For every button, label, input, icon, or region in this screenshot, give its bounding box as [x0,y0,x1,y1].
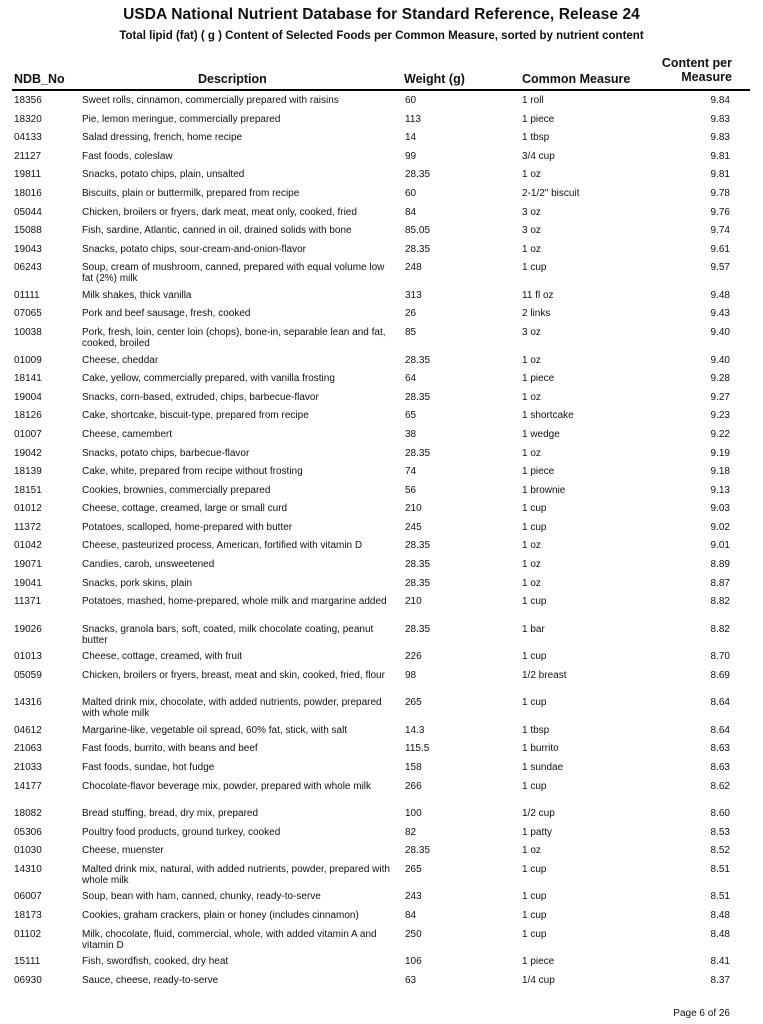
cell-ndb: 18126 [14,410,42,422]
cell-description: Potatoes, scalloped, home-prepared with butter [82,521,293,533]
cell-ndb: 01007 [14,428,42,440]
table-row [0,129,763,148]
cell-weight: 63 [405,974,417,986]
cell-measure: 1 cup [522,521,547,533]
cell-description: Salad dressing, french, home recipe [82,132,243,144]
cell-ndb: 21063 [14,743,42,755]
cell-weight: 210 [405,596,422,608]
cell-weight: 99 [405,150,417,162]
cell-content: 8.89 [710,559,730,571]
table-row [0,824,763,843]
cell-description: Cake, white, prepared from recipe without frosting [82,466,303,478]
cell-ndb: 04133 [14,132,42,144]
table-row [0,722,763,741]
cell-measure: 1/4 cup [522,974,555,986]
cell-description: Chocolate-flavor beverage mix, powder, prepared with whole milk [82,780,372,792]
table-row [0,166,763,185]
cell-description: Cake, shortcake, biscuit-type, prepared from recipe [82,410,309,422]
cell-measure: 1 cup [522,596,547,608]
cell-weight: 266 [405,780,422,792]
cell-measure: 1/2 cup [522,808,555,820]
table-row [0,519,763,538]
cell-description: Cookies, graham crackers, plain or honey (includes cinnamon) [82,910,359,921]
cell-content: 8.87 [710,577,730,589]
cell-description: Margarine-like, vegetable oil spread, 60% fat, stick, with salt [82,724,348,736]
cell-description: Potatoes, mashed, home-prepared, whole milk and margarine added [82,596,387,608]
cell-measure: 1 oz [522,540,541,552]
cell-ndb: 10038 [14,327,42,339]
cell-ndb: 07065 [14,308,42,320]
cell-measure: 3 oz [522,327,541,339]
cell-weight: 28.35 [405,540,431,552]
page-subtitle: Total lipid (fat) ( g ) Content of Selected Foods per Common Measure, sorted by nutrient content [119,30,644,42]
cell-measure: 1/2 breast [522,669,567,681]
cell-ndb: 05044 [14,206,42,218]
cell-content: 8.82 [710,596,730,608]
cell-weight: 28.35 [405,845,431,857]
nutrient-table [0,92,763,990]
table-row [0,92,763,111]
cell-weight: 38 [405,428,417,440]
cell-weight: 14 [405,132,417,144]
cell-description: Snacks, granola bars, soft, coated, milk chocolate coating, peanut butter [82,623,374,646]
cell-weight: 28.35 [405,354,431,366]
page-number: Page 6 of 26 [673,1008,730,1019]
cell-content: 8.60 [710,808,730,820]
cell-weight: 85.05 [405,225,431,237]
cell-ndb: 11372 [14,521,42,533]
cell-description: Malted drink mix, natural, with added nutrients, powder, prepared with whole milk [82,863,390,886]
cell-weight: 248 [405,262,422,274]
table-row [0,759,763,778]
cell-weight: 65 [405,410,417,422]
cell-measure: 1 cup [522,262,547,274]
cell-weight: 28.35 [405,559,431,571]
cell-weight: 98 [405,669,417,681]
table-row [0,148,763,167]
column-header-description: Description [198,72,267,86]
cell-content: 9.48 [710,289,730,301]
cell-measure: 1 oz [522,243,541,255]
cell-weight: 60 [405,95,417,106]
cell-weight: 84 [405,206,417,218]
cell-measure: 1 sundae [522,762,564,774]
cell-measure: 1 wedge [522,428,560,440]
table-row [0,500,763,519]
table-row [0,694,763,722]
table-row [0,185,763,204]
cell-weight: 28.35 [405,577,431,589]
cell-weight: 28.35 [405,447,431,459]
cell-ndb: 05059 [14,669,42,681]
column-header-content-line1: Content per [661,56,732,70]
cell-description: Fish, swordfish, cooked, dry heat [82,956,229,968]
cell-description: Milk, chocolate, fluid, commercial, whole, with added vitamin A and vitamin D [82,928,377,951]
table-row [0,667,763,695]
cell-content: 9.43 [710,308,730,320]
cell-content: 9.02 [710,521,730,533]
page-title: USDA National Nutrient Database for Standard Reference, Release 24 [123,6,640,23]
column-header-ndb: NDB_No [14,72,65,86]
cell-measure: 2 links [522,308,551,320]
table-row [0,407,763,426]
cell-content: 9.23 [710,410,730,422]
cell-measure: 1 tbsp [522,132,550,144]
cell-weight: 265 [405,697,422,709]
cell-measure: 1 roll [522,95,544,106]
cell-weight: 60 [405,187,417,199]
cell-ndb: 01042 [14,540,42,552]
cell-ndb: 18141 [14,373,42,385]
cell-content: 9.81 [710,150,730,162]
column-header-content [636,56,732,84]
cell-weight: 226 [405,651,422,663]
cell-description: Snacks, potato chips, barbecue-flavor [82,447,250,459]
cell-content: 9.61 [710,243,730,255]
cell-ndb: 04612 [14,724,42,736]
cell-ndb: 18173 [14,910,42,921]
cell-content: 8.51 [710,863,730,875]
table-row [0,861,763,889]
cell-ndb: 19041 [14,577,42,589]
cell-ndb: 19071 [14,559,42,571]
cell-content: 9.83 [710,113,730,125]
cell-ndb: 21033 [14,762,42,774]
cell-description: Sweet rolls, cinnamon, commercially prepared with raisins [82,95,339,106]
table-row [0,778,763,806]
cell-weight: 14.3 [405,724,425,736]
cell-content: 8.51 [710,891,730,903]
cell-ndb: 06007 [14,891,42,903]
cell-description: Cheese, cheddar [82,354,159,366]
table-row [0,482,763,501]
cell-content: 8.64 [710,697,730,709]
cell-measure: 1 brownie [522,484,566,496]
cell-description: Bread stuffing, bread, dry mix, prepared [82,808,259,820]
cell-measure: 1 oz [522,577,541,589]
table-row [0,972,763,991]
cell-ndb: 01102 [14,928,42,940]
column-header-weight: Weight (g) [404,72,465,86]
cell-description: Soup, bean with ham, canned, chunky, ready-to-serve [82,891,321,903]
cell-ndb: 06930 [14,974,42,986]
cell-ndb: 18151 [14,484,42,496]
cell-measure: 1 bar [522,623,545,635]
cell-content: 9.22 [710,428,730,440]
cell-content: 8.82 [710,623,730,635]
cell-description: Cheese, cottage, creamed, with fruit [82,651,243,663]
cell-description: Fast foods, sundae, hot fudge [82,762,215,774]
cell-weight: 28.35 [405,623,431,635]
cell-description: Cheese, cottage, creamed, large or small curd [82,503,288,515]
cell-ndb: 01012 [14,503,42,515]
cell-measure: 1 cup [522,697,547,709]
header-rule [12,89,750,91]
cell-content: 8.48 [710,910,730,921]
cell-description: Cheese, camembert [82,428,173,440]
cell-measure: 1 shortcake [522,410,574,422]
cell-weight: 26 [405,308,417,320]
cell-ndb: 18016 [14,187,42,199]
cell-weight: 28.35 [405,169,431,181]
table-row [0,204,763,223]
cell-weight: 243 [405,891,422,903]
cell-ndb: 15088 [14,225,42,237]
cell-ndb: 05306 [14,826,42,838]
cell-description: Fish, sardine, Atlantic, canned in oil, drained solids with bone [82,225,352,237]
cell-ndb: 19026 [14,623,42,635]
cell-weight: 56 [405,484,417,496]
cell-description: Fast foods, coleslaw [82,150,173,162]
cell-measure: 1 piece [522,373,555,385]
cell-content: 9.03 [710,503,730,515]
cell-content: 9.28 [710,373,730,385]
table-row [0,463,763,482]
cell-content: 9.18 [710,466,730,478]
cell-weight: 250 [405,928,422,940]
cell-content: 9.74 [710,225,730,237]
cell-weight: 82 [405,826,417,838]
cell-content: 8.52 [710,845,730,857]
table-row [0,953,763,972]
cell-content: 9.19 [710,447,730,459]
cell-weight: 28.35 [405,243,431,255]
table-row [0,621,763,649]
cell-ndb: 19811 [14,169,42,181]
cell-description: Fast foods, burrito, with beans and beef [82,743,258,755]
table-row [0,241,763,260]
cell-weight: 106 [405,956,422,968]
cell-ndb: 01013 [14,651,42,663]
cell-weight: 265 [405,863,422,875]
cell-measure: 1 piece [522,113,555,125]
cell-measure: 3/4 cup [522,150,555,162]
cell-content: 8.37 [710,974,730,986]
cell-measure: 1 tbsp [522,724,550,736]
cell-description: Pie, lemon meringue, commercially prepared [82,113,281,125]
cell-measure: 3 oz [522,206,541,218]
cell-content: 8.64 [710,724,730,736]
cell-content: 8.63 [710,762,730,774]
cell-description: Poultry food products, ground turkey, cooked [82,826,281,838]
cell-measure: 1 burrito [522,743,559,755]
cell-description: Pork, fresh, loin, center loin (chops), bone-in, separable lean and fat, cooked, broiled [82,327,386,350]
cell-content: 9.01 [710,540,730,552]
table-row [0,842,763,861]
cell-ndb: 19004 [14,391,42,403]
cell-content: 9.83 [710,132,730,144]
cell-measure: 1 oz [522,354,541,366]
cell-measure: 1 cup [522,910,547,921]
column-header-measure: Common Measure [522,72,631,86]
cell-content: 8.63 [710,743,730,755]
cell-description: Snacks, pork skins, plain [82,577,193,589]
cell-measure: 1 oz [522,447,541,459]
cell-description: Pork and beef sausage, fresh, cooked [82,308,251,320]
table-row [0,111,763,130]
cell-description: Cake, yellow, commercially prepared, with vanilla frosting [82,373,335,385]
cell-description: Milk shakes, thick vanilla [82,289,192,301]
table-row [0,537,763,556]
cell-ndb: 14310 [14,863,42,875]
table-row [0,888,763,907]
cell-weight: 64 [405,373,417,385]
cell-measure: 1 oz [522,845,541,857]
cell-content: 8.41 [710,956,730,968]
cell-content: 8.53 [710,826,730,838]
cell-weight: 245 [405,521,422,533]
cell-measure: 11 fl oz [522,289,554,301]
cell-measure: 1 cup [522,891,547,903]
cell-measure: 1 cup [522,503,547,515]
cell-ndb: 06243 [14,262,42,274]
cell-content: 9.13 [710,484,730,496]
cell-content: 9.76 [710,206,730,218]
table-row [0,556,763,575]
cell-measure: 1 patty [522,826,553,838]
table-row [0,907,763,926]
table-row [0,352,763,371]
cell-content: 9.27 [710,391,730,403]
cell-measure: 1 piece [522,956,555,968]
cell-description: Snacks, corn-based, extruded, chips, barbecue-flavor [82,391,319,403]
cell-ndb: 01030 [14,845,42,857]
cell-content: 9.81 [710,169,730,181]
cell-ndb: 01111 [14,289,40,301]
cell-ndb: 01009 [14,354,42,366]
cell-weight: 210 [405,503,422,515]
cell-description: Snacks, potato chips, plain, unsalted [82,169,245,181]
cell-ndb: 18082 [14,808,42,820]
cell-content: 9.40 [710,354,730,366]
cell-content: 8.70 [710,651,730,663]
cell-ndb: 19043 [14,243,42,255]
cell-ndb: 14177 [14,780,42,792]
cell-weight: 115.5 [405,743,430,755]
table-row [0,648,763,667]
cell-description: Soup, cream of mushroom, canned, prepared with equal volume low fat (2%) milk [82,262,385,285]
cell-measure: 1 oz [522,169,541,181]
cell-weight: 113 [405,113,421,125]
cell-description: Sauce, cheese, ready-to-serve [82,974,219,986]
cell-description: Chicken, broilers or fryers, breast, meat and skin, cooked, fried, flour [82,669,385,681]
cell-content: 8.48 [710,928,730,940]
cell-measure: 1 cup [522,780,547,792]
cell-weight: 158 [405,762,422,774]
table-row [0,389,763,408]
column-header-content-line2: Measure [681,70,732,84]
cell-content: 9.78 [710,187,730,199]
table-row [0,259,763,287]
cell-ndb: 15111 [14,956,41,968]
table-row [0,740,763,759]
cell-description: Cheese, pasteurized process, American, fortified with vitamin D [82,540,363,552]
table-row [0,575,763,594]
cell-measure: 1 cup [522,863,547,875]
table-row [0,805,763,824]
cell-content: 9.57 [710,262,730,274]
cell-measure: 1 cup [522,928,547,940]
cell-ndb: 18139 [14,466,42,478]
cell-measure: 3 oz [522,225,541,237]
cell-description: Candies, carob, unsweetened [82,559,215,571]
cell-measure: 1 cup [522,651,547,663]
cell-ndb: 11371 [14,596,42,608]
table-row [0,370,763,389]
table-row [0,926,763,954]
cell-content: 9.40 [710,327,730,339]
cell-description: Biscuits, plain or buttermilk, prepared from recipe [82,187,300,199]
cell-description: Chicken, broilers or fryers, dark meat, meat only, cooked, fried [82,206,357,218]
cell-measure: 1 piece [522,466,555,478]
cell-weight: 100 [405,808,422,820]
cell-content: 8.69 [710,669,730,681]
cell-content: 9.84 [710,95,730,106]
cell-weight: 28.35 [405,391,431,403]
table-row [0,324,763,352]
cell-description: Cookies, brownies, commercially prepared [82,484,271,496]
cell-description: Malted drink mix, chocolate, with added nutrients, powder, prepared with whole milk [82,697,382,720]
cell-measure: 1 oz [522,559,541,571]
table-row [0,305,763,324]
cell-description: Cheese, muenster [82,845,164,857]
cell-ndb: 14316 [14,697,42,709]
cell-weight: 74 [405,466,417,478]
cell-ndb: 18356 [14,95,42,106]
cell-weight: 85 [405,327,417,339]
table-row [0,445,763,464]
table-row [0,593,763,621]
cell-content: 8.62 [710,780,730,792]
cell-ndb: 18320 [14,113,42,125]
table-row [0,426,763,445]
cell-ndb: 19042 [14,447,42,459]
cell-measure: 1 oz [522,391,541,403]
cell-weight: 313 [405,289,422,301]
cell-weight: 84 [405,910,417,921]
cell-description: Snacks, potato chips, sour-cream-and-onion-flavor [82,243,306,255]
table-row [0,287,763,306]
cell-measure: 2-1/2" biscuit [522,187,580,199]
cell-ndb: 21127 [14,150,42,162]
table-row [0,222,763,241]
